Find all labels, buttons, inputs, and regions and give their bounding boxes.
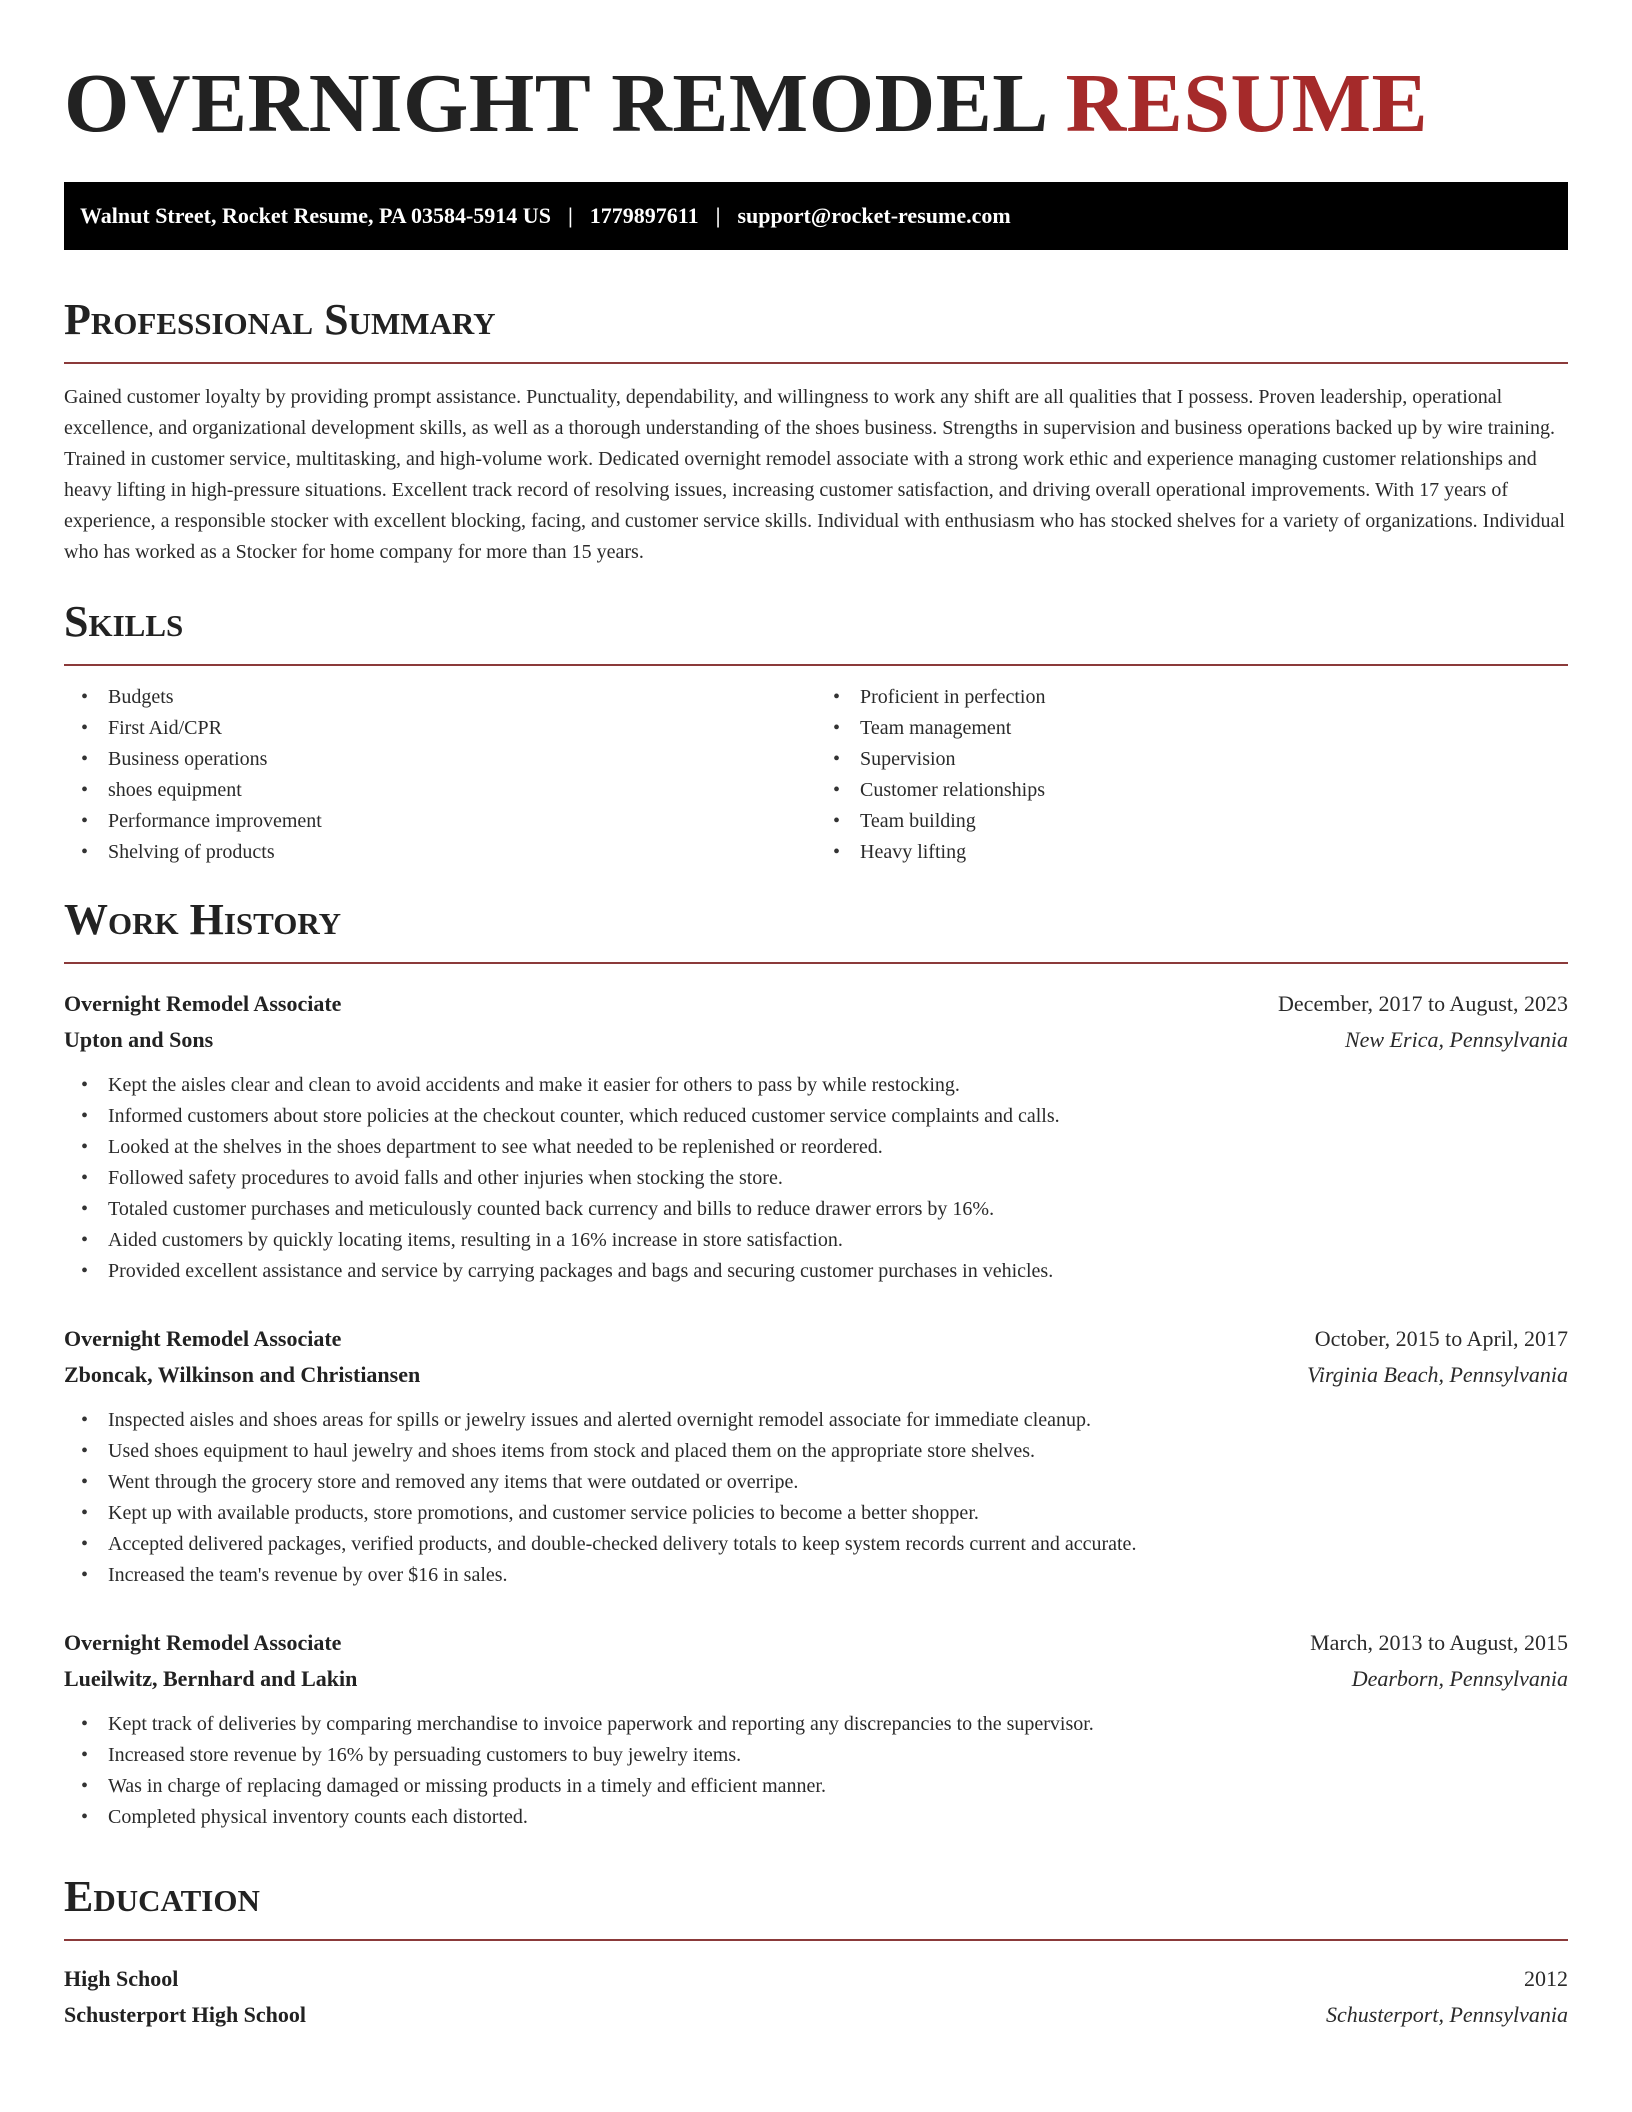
job-duty-item: • Kept up with available products, store promotions, and customer service policies to become a better shopper. <box>108 1498 1568 1529</box>
skills-list <box>64 682 1568 868</box>
job-title: Overnight Remodel Associate <box>64 1630 342 1655</box>
section-divider <box>64 962 1568 964</box>
skills-column-right <box>816 682 1568 868</box>
job-duty-item: • Went through the grocery store and removed any items that were outdated or overripe. <box>108 1467 1568 1498</box>
job-duty-item: • Kept track of deliveries by comparing merchandise to invoice paperwork and reporting any discrepancies to the supervisor. <box>108 1709 1568 1740</box>
education-school: Schusterport High School <box>64 2002 307 2027</box>
section-divider <box>64 1939 1568 1941</box>
name-main: OVERNIGHT REMODEL <box>64 57 1045 150</box>
job-company: Upton and Sons <box>64 1027 214 1052</box>
skill-item: • Team building <box>860 806 1568 837</box>
job-location: Virginia Beach, Pennsylvania <box>1307 1362 1568 1387</box>
job-entry <box>64 986 1568 1287</box>
job-duty-item: • Inspected aisles and shoes areas for spills or jewelry issues and alerted overnight remodel associate for immediate cleanup. <box>108 1405 1568 1436</box>
job-duty-item: • Totaled customer purchases and meticulously counted back currency and bills to reduce drawer errors by 16%. <box>108 1194 1568 1225</box>
job-duties <box>64 1070 1568 1287</box>
contact-email: support@rocket-resume.com <box>737 203 1011 228</box>
skill-item: • Team management <box>860 713 1568 744</box>
skill-item: • Business operations <box>108 744 816 775</box>
education-entry <box>64 1961 1568 2033</box>
job-duties <box>64 1405 1568 1591</box>
contact-separator: | <box>567 203 573 228</box>
skills-heading: Skills <box>64 597 184 646</box>
education-location: Schusterport, Pennsylvania <box>1326 2002 1568 2027</box>
job-duty-item: • Increased the team's revenue by over $16 in sales. <box>108 1560 1568 1591</box>
job-entry <box>64 1321 1568 1591</box>
job-location: New Erica, Pennsylvania <box>1344 1027 1568 1052</box>
job-duty-item: • Aided customers by quickly locating items, resulting in a 16% increase in store satisfaction. <box>108 1225 1568 1256</box>
skill-item: • Proficient in perfection <box>860 682 1568 713</box>
job-duty-item: • Accepted delivered packages, verified products, and double-checked delivery totals to keep system records current and accurate. <box>108 1529 1568 1560</box>
skill-item: • First Aid/CPR <box>108 713 816 744</box>
summary-heading: Professional Summary <box>64 295 496 344</box>
resume-name-heading <box>64 0 1568 152</box>
skills-column-left <box>64 682 816 868</box>
job-duty-item: • Kept the aisles clear and clean to avoid accidents and make it easier for others to pass by while restocking. <box>108 1070 1568 1101</box>
job-duty-item: • Was in charge of replacing damaged or missing products in a timely and efficient manner. <box>108 1771 1568 1802</box>
contact-bar <box>64 182 1568 250</box>
summary-text: Gained customer loyalty by providing prompt assistance. Punctuality, dependability, and willingness to work any shift are all qualities that I possess. Proven leadership, operational excellence, and organizational development skills, as well as a thorough understanding of the shoes business. Strengths in supervision and business operations backed up by wire training. Trained in customer service, multitasking, and high-volume work. Dedicated overnight remodel associate with a strong work ethic and experience managing customer relationships and heavy lifting in high-pressure situations. Excellent track record of resolving issues, increasing customer satisfaction, and driving overall operational improvements. With 17 years of experience, a responsible stocker with excellent blocking, facing, and customer service skills. Individual with enthusiasm who has stocked shelves for a variety of organizations. Individual who has worked as a Stocker for home company for more than 15 years. <box>64 386 1565 563</box>
section-divider <box>64 362 1568 364</box>
job-dates: March, 2013 to August, 2015 <box>1310 1630 1568 1655</box>
job-duty-item: • Provided excellent assistance and service by carrying packages and bags and securing customer purchases in vehicles. <box>108 1256 1568 1287</box>
job-duties <box>64 1709 1568 1833</box>
skill-item: • shoes equipment <box>108 775 816 806</box>
job-company: Lueilwitz, Bernhard and Lakin <box>64 1666 358 1691</box>
skill-item: • Budgets <box>108 682 816 713</box>
job-location: Dearborn, Pennsylvania <box>1351 1666 1568 1691</box>
job-dates: October, 2015 to April, 2017 <box>1314 1326 1568 1351</box>
education-degree: High School <box>64 1966 179 1991</box>
job-duty-item: • Informed customers about store policies at the checkout counter, which reduced customer service complaints and calls. <box>108 1101 1568 1132</box>
skill-item: • Shelving of products <box>108 837 816 868</box>
job-title: Overnight Remodel Associate <box>64 991 342 1016</box>
skill-item: • Performance improvement <box>108 806 816 837</box>
job-duty-item: • Used shoes equipment to haul jewelry and shoes items from stock and placed them on the appropriate store shelves. <box>108 1436 1568 1467</box>
job-company: Zboncak, Wilkinson and Christiansen <box>64 1362 421 1387</box>
job-entry <box>64 1625 1568 1833</box>
contact-separator: | <box>715 203 721 228</box>
work-history-heading: Work History <box>64 895 342 944</box>
job-dates: December, 2017 to August, 2023 <box>1278 991 1568 1016</box>
skill-item: • Heavy lifting <box>860 837 1568 868</box>
skill-item: • Customer relationships <box>860 775 1568 806</box>
contact-address: Walnut Street, Rocket Resume, PA 03584-5914 US <box>80 203 551 228</box>
job-title: Overnight Remodel Associate <box>64 1326 342 1351</box>
job-duty-item: • Increased store revenue by 16% by persuading customers to buy jewelry items. <box>108 1740 1568 1771</box>
name-accent: RESUME <box>1065 57 1429 150</box>
job-duty-item: • Completed physical inventory counts each distorted. <box>108 1802 1568 1833</box>
job-duty-item: • Looked at the shelves in the shoes department to see what needed to be replenished or reordered. <box>108 1132 1568 1163</box>
job-duty-item: • Followed safety procedures to avoid falls and other injuries when stocking the store. <box>108 1163 1568 1194</box>
education-heading: Education <box>64 1872 260 1921</box>
section-divider <box>64 664 1568 666</box>
skill-item: • Supervision <box>860 744 1568 775</box>
contact-phone: 1779897611 <box>589 203 699 228</box>
education-year: 2012 <box>1524 1966 1568 1991</box>
